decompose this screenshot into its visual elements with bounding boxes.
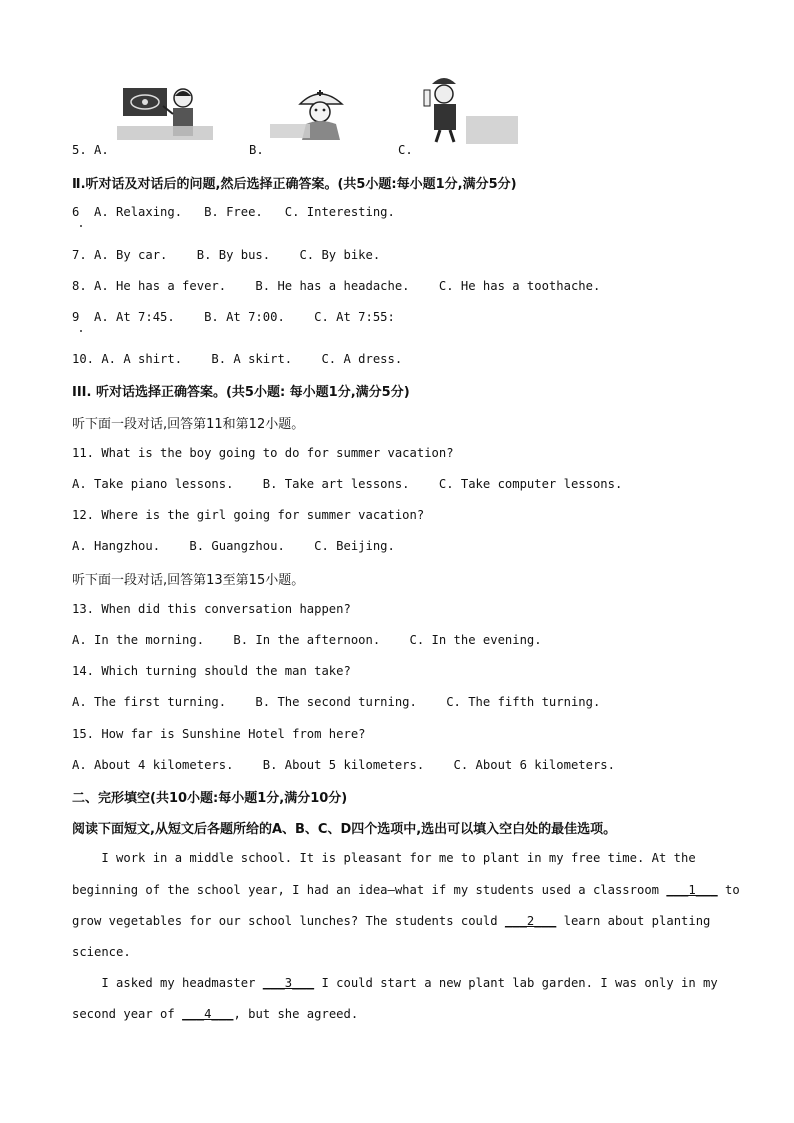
passage-text: beginning of the school year, I had an idea—what if my students used a classroom: [72, 883, 667, 897]
section3-title: III. 听对话选择正确答案。(共5小题: 每小题1分,满分5分): [72, 385, 410, 400]
question-6: 6 A. Relaxing. B. Free. C. Interesting.: [72, 205, 395, 219]
passage-text: second year of: [72, 1007, 183, 1021]
question-15: 15. How far is Sunshine Hotel from here?: [72, 727, 366, 741]
passage-text: grow vegetables for our school lunches? The students could: [72, 914, 505, 928]
question-14-options: A. The first turning. B. The second turning. C. The fifth turning.: [72, 695, 601, 709]
dot-mark: [80, 330, 82, 332]
nurse-picture: [270, 82, 370, 144]
passage-text: , but she agreed.: [233, 1007, 359, 1021]
cloze-title: 二、完形填空(共10小题:每小题1分,满分10分): [72, 791, 348, 806]
passage-text: I could start a new plant lab garden. I was only in my: [314, 976, 718, 990]
passage-text: learn about planting: [556, 914, 711, 928]
section3-intro-2: 听下面一段对话,回答第13至第15小题。: [72, 573, 305, 588]
passage-text: I asked my headmaster: [72, 976, 263, 990]
teacher-picture: [115, 82, 215, 144]
question-8: 8. A. He has a fever. B. He has a headache. C. He has a toothache.: [72, 279, 601, 293]
blank-2: ___2___: [504, 914, 557, 928]
question-10: 10. A. A shirt. B. A skirt. C. A dress.: [72, 352, 403, 366]
question-9: 9 A. At 7:45. B. At 7:00. C. At 7:55:: [72, 310, 395, 324]
section3-intro-1: 听下面一段对话,回答第11和第12小题。: [72, 417, 305, 432]
question-14: 14. Which turning should the man take?: [72, 664, 351, 678]
passage-line: [72, 976, 722, 990]
question-7: 7. A. By car. B. By bus. C. By bike.: [72, 248, 381, 262]
passage-text: to: [717, 883, 740, 897]
question-12: 12. Where is the girl going for summer vacation?: [72, 508, 425, 522]
section2-title: Ⅱ.听对话及对话后的问题,然后选择正确答案。(共5小题:每小题1分,满分5分): [72, 177, 517, 192]
passage-line: [72, 883, 740, 897]
q5-option-c: C.: [398, 143, 413, 157]
blank-4: ___4___: [182, 1007, 234, 1021]
question-13: 13. When did this conversation happen?: [72, 602, 351, 616]
passage-line: [72, 1007, 722, 1021]
cloze-instruction: 阅读下面短文,从短文后各题所给的A、B、C、D四个选项中,选出可以填入空白处的最佳选项。: [72, 822, 617, 837]
q5-label: 5. A.: [72, 143, 109, 157]
policeman-picture: [420, 70, 520, 146]
passage-line: I work in a middle school. It is pleasant for me to plant in my free time. At the: [72, 851, 696, 865]
question-15-options: A. About 4 kilometers. B. About 5 kilometers. C. About 6 kilometers.: [72, 758, 615, 772]
blank-3: ___3___: [262, 976, 315, 990]
q5-option-b: B.: [249, 143, 264, 157]
question-11-options: A. Take piano lessons. B. Take art lessons. C. Take computer lessons.: [72, 477, 623, 491]
question-12-options: A. Hangzhou. B. Guangzhou. C. Beijing.: [72, 539, 395, 553]
question-13-options: A. In the morning. B. In the afternoon. C. In the evening.: [72, 633, 542, 647]
passage-line: science.: [72, 945, 131, 959]
dot-mark: [80, 225, 82, 227]
passage-line: [72, 914, 722, 928]
blank-1: ___1___: [666, 883, 718, 897]
question-11: 11. What is the boy going to do for summer vacation?: [72, 446, 454, 460]
